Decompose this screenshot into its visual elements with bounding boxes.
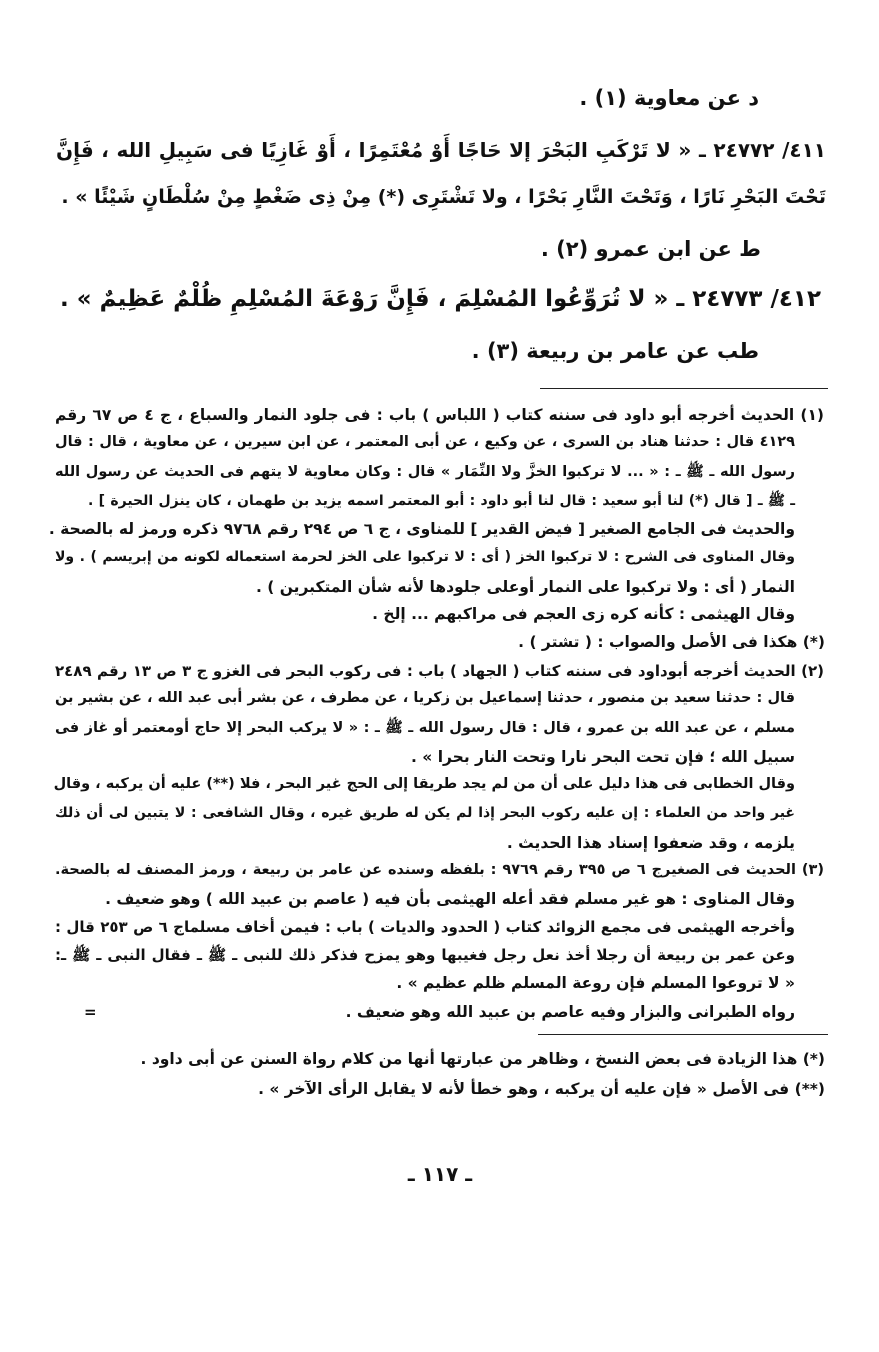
footnote-divider — [540, 388, 828, 389]
footnote-line: غير واحد من العلماء : إن عليه ركوب البحر إذا لم يكن له طريق غيره ، وقال الشافعى : لا يتبين لى أن ذلك — [55, 805, 795, 821]
footnote-line: والحديث فى الجامع الصغير [ فيض القدير ] للمناوى ، ج ٦ ص ٢٩٤ رقم ٩٧٦٨ ذكره ورمز له بالصحة . — [48, 520, 795, 538]
footnote-line: (١) الحديث أخرجه أبو داود فى سننه كتاب ( اللباس ) باب : فى جلود النمار والسباع ، ج ٤ ص ٦٧ رقم — [55, 406, 825, 424]
hadith-line: تَحْتَ البَحْرِ نَارًا ، وَتَحْتَ النَّارِ بَحْرًا ، ولا تَشْتَرِى (*) مِنْ ذِى ضَغْطٍ مِنْ سُلْطَانٍ شَيْئًا » . — [61, 186, 826, 208]
footnote-line: « لا تروعوا المسلم فإن روعة المسلم ظلم عظيم » . — [396, 974, 795, 992]
page-number: ـ ١١٧ ـ — [407, 1162, 473, 1186]
footnote-line: (٢) الحديث أخرجه أبوداود فى سننه كتاب ( الجهاد ) باب : فى ركوب البحر فى الغزو ج ٣ ص ١٣ رقم ٢٤٨٩ — [55, 662, 824, 680]
source-line: طب عن عامر بن ربيعة (٣) . — [471, 339, 759, 363]
source-line: د عن معاوية (١) . — [579, 86, 759, 110]
footnote-line: وقال الهيثمى : كأنه كره زى العجم فى مراكبهم ... إلخ . — [372, 605, 795, 623]
source-line: ط عن ابن عمرو (٢) . — [540, 237, 761, 261]
footnote-line: النمار ( أى : ولا تركبوا على النمار أوعلى جلودها لأنه شأن المتكبرين ) . — [255, 578, 795, 596]
hadith-line: ٤١٢/ ٢٤٧٧٣ ـ « لا تُرَوِّعُوا المُسْلِمَ ، فَإِنَّ رَوْعَةَ المُسْلِمِ ظُلْمٌ عَظِيمٌ » . — [60, 286, 821, 312]
note-line: (*) هذا الزيادة فى بعض النسخ ، وظاهر من عبارتها أنها من كلام رواة السنن عن أبى داود . — [140, 1050, 825, 1068]
note-line: (**) فى الأصل « فإن عليه أن يركبه ، وهو خطأ لأنه لا يقابل الرأى الآخر » . — [258, 1080, 825, 1098]
footnote-line: وأخرجه الهيثمى فى مجمع الزوائد كتاب ( الحدود والديات ) باب : فيمن أخاف مسلماج ٦ ص ٢٥٣ قال : — [55, 918, 795, 936]
margin-mark: = — [84, 1003, 97, 1021]
footnote-line: (٣) الحديث فى الصغيرج ٦ ص ٣٩٥ رقم ٩٧٦٩ : بلفظه وسنده عن عامر بن ربيعة ، ورمز المصنف له بالصحة. — [55, 862, 824, 878]
footnote-line: وقال المناوى فى الشرح : لا تركبوا الخز ( أى : لا تركبوا على الخز لحرمة استعماله لكونه من إبريسم ) . ولا — [55, 549, 795, 565]
footnote-line: رسول الله ـ ﷺ ـ : « ... لا تركبوا الخزَّ ولا النِّمَار » قال : وكان معاوية لا يتهم فى الحديث عن رسول الله — [55, 464, 795, 480]
footnote-line: وقال المناوى : هو غير مسلم فقد أعله الهيثمى بأن فيه ( عاصم بن عبيد الله ) وهو ضعيف . — [105, 890, 795, 908]
hadith-line: ٤١١/ ٢٤٧٧٢ ـ « لا تَرْكَبِ البَحْرَ إلا حَاجًا أَوْ مُعْتَمِرًا ، أَوْ غَازِيًا فى سَبِيلِ الله ، فَإِنَّ — [56, 138, 826, 162]
footnote-line: ٤١٢٩ قال : حدثنا هناد بن السرى ، عن وكيع ، عن أبى المعتمر ، عن ابن سيرين ، عن معاوية ، قال : قال — [55, 434, 795, 450]
footnote-line: رواه الطبرانى والبزار وفيه عاصم بن عبيد الله وهو ضعيف . — [345, 1003, 795, 1021]
notes-divider — [538, 1034, 828, 1035]
footnote-line: وعن عمر بن ربيعة أن رجلا أخذ نعل رجل فغيبها وهو يمزح فذكر ذلك للنبى ـ ﷺ ـ فقال النبى ـ ﷺ ـ: — [55, 946, 795, 964]
footnote-line: قال : حدثنا سعيد بن منصور ، حدثنا إسماعيل بن زكريا ، عن مطرف ، عن بشر أبى عبد الله ، عن بشير بن — [55, 690, 795, 706]
footnote-line: (*) هكذا فى الأصل والصواب : ( تشتر ) . — [518, 633, 825, 651]
footnote-line: يلزمه ، وقد ضعفوا إسناد هذا الحديث . — [506, 834, 795, 852]
footnote-line: ـ ﷺ ـ [ قال (*) لنا أبو سعيد : قال لنا أبو داود : أبو المعتمر اسمه يزيد بن طهمان ، كان ينزل الحيرة ] . — [88, 493, 795, 509]
footnote-line: مسلم ، عن عبد الله بن عمرو ، قال : قال رسول الله ـ ﷺ ـ : « لا يركب البحر إلا حاج أومعتمر أو غاز فى — [55, 720, 795, 736]
footnote-line: وقال الخطابى فى هذا دليل على أن من لم يجد طريقا إلى الحج غير البحر ، فلا (**) عليه أن يركبه ، وقال — [53, 776, 795, 792]
footnote-line: سبيل الله ؛ فإن تحت البحر نارا وتحت النار بحرا » . — [411, 748, 795, 766]
